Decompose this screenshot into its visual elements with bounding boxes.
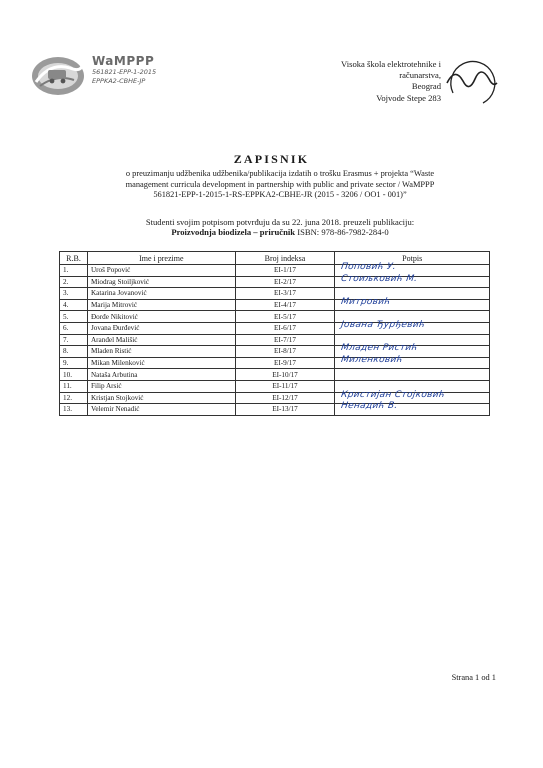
handwritten-signature: Митровић [340,296,392,307]
document-intro: o preuzimanju udžbenika udžbenika/publikacija izdatih o trošku Erasmus + projekta “Waste management curricula development in partnership with public and private sector / WaMPPP 561821-EPP-1-2015-1-RS-EPPKA2-CBHE-JR (2015 - 3206 / OO1 - 001)” [125,169,435,200]
student-name: Katarina Jovanović [87,288,235,300]
logo-project-number: 561821-EPP-1-2015 [92,68,157,76]
row-number: 7. [60,334,88,346]
student-index: EI-11/17 [235,380,335,392]
institution-street: Vojvode Stepe 283 [376,92,441,103]
logo-project-code: EPPKA2-CBHE-JP [92,77,146,85]
row-number: 11. [60,380,88,392]
row-number: 9. [60,357,88,369]
row-number: 4. [60,299,88,311]
header-index: Broj indeksa [235,252,335,265]
page-number: Strana 1 od 1 [451,673,496,682]
student-index: EI-7/17 [235,334,335,346]
student-name: Đorđe Nikitović [87,311,235,323]
handwritten-signature: Стоиљковић М. [340,273,419,284]
row-number: 13. [60,404,88,416]
handwritten-signature: Поповић У. [340,262,397,272]
table-row [60,404,490,416]
publication-isbn: ISBN: 978-86-7982-284-0 [295,227,389,238]
student-name: Miodrag Stoiljković [87,276,235,288]
wave-circle-logo-icon [443,53,499,109]
handwritten-signature: Ненадић В. [340,401,399,412]
institution-line: računarstva, [399,70,441,81]
institution-line: Visoka škola elektrotehnike i [341,59,441,69]
student-name: Aranđel Mališić [87,334,235,346]
publication-title: Proizvodnja biodizela – priručnik [171,227,296,238]
row-number: 1. [60,265,88,277]
document-title: ZAPISNIK [233,152,310,166]
table-row [60,334,490,346]
row-number: 5. [60,311,88,323]
signature-cell [335,401,490,416]
row-number: 10. [60,369,88,381]
student-index: EI-4/17 [235,299,335,311]
signature-cell [335,369,490,381]
row-number: 8. [60,346,88,358]
signature-cell [335,354,490,369]
logo-title: WaMPPP [92,54,155,68]
student-index: EI-12/17 [235,392,335,404]
header-signature: Potpis [335,252,490,265]
institution-address [241,59,441,104]
student-index: EI-10/17 [235,369,335,381]
table-row [60,392,490,404]
handwritten-signature: Младен Ристић [340,343,419,354]
publication-line [118,227,442,237]
student-index: EI-2/17 [235,276,335,288]
statement-text: Studenti svojim potpisom potvrđuju da su 22. juna 2018. preuzeli publikaciju: [145,217,415,227]
table-row [60,265,490,277]
signature-cell [335,319,490,334]
table-row [60,299,490,311]
row-number: 3. [60,288,88,300]
header-name: Ime i prezime [87,252,235,265]
student-name: Filip Arsić [87,380,235,392]
student-name: Mladen Ristić [87,346,235,358]
row-number: 2. [60,276,88,288]
student-index: EI-9/17 [235,357,335,369]
student-index: EI-5/17 [235,311,335,323]
student-name: Nataša Arbutina [87,369,235,381]
table-row [60,276,490,288]
table-row [60,346,490,358]
institution-city: Beograd [411,81,441,92]
wamppp-logo [30,48,180,108]
table-row [60,288,490,300]
student-index: EI-8/17 [235,346,335,358]
student-name: Jovana Đurđević [87,322,235,334]
student-name: Marija Mitrović [87,299,235,311]
header-rb: R.B. [60,252,88,265]
student-index: EI-6/17 [235,322,335,334]
document-statement [118,217,442,238]
student-name: Kristjan Stojković [87,392,235,404]
handwritten-signature: Кристијан Стојковић [340,389,447,400]
table-row [60,369,490,381]
handwritten-signature: Јована Ђурђевић [340,319,427,330]
row-number: 6. [60,322,88,334]
signature-table [59,251,490,416]
handwritten-signature: Миленковић [340,354,404,365]
student-index: EI-3/17 [235,288,335,300]
signature-cell [335,273,490,288]
student-name: Mikan Milenković [87,357,235,369]
wamppp-emblem-icon [30,52,88,98]
table-row [60,357,490,369]
table-row [60,322,490,334]
student-index: EI-13/17 [235,404,335,416]
row-number: 12. [60,392,88,404]
institution-logo [443,53,499,114]
student-index: EI-1/17 [235,265,335,277]
student-name: Uroš Popović [87,265,235,277]
student-name: Velemir Nenadić [87,404,235,416]
table-header-row [60,252,490,265]
signature-cell [335,296,490,311]
